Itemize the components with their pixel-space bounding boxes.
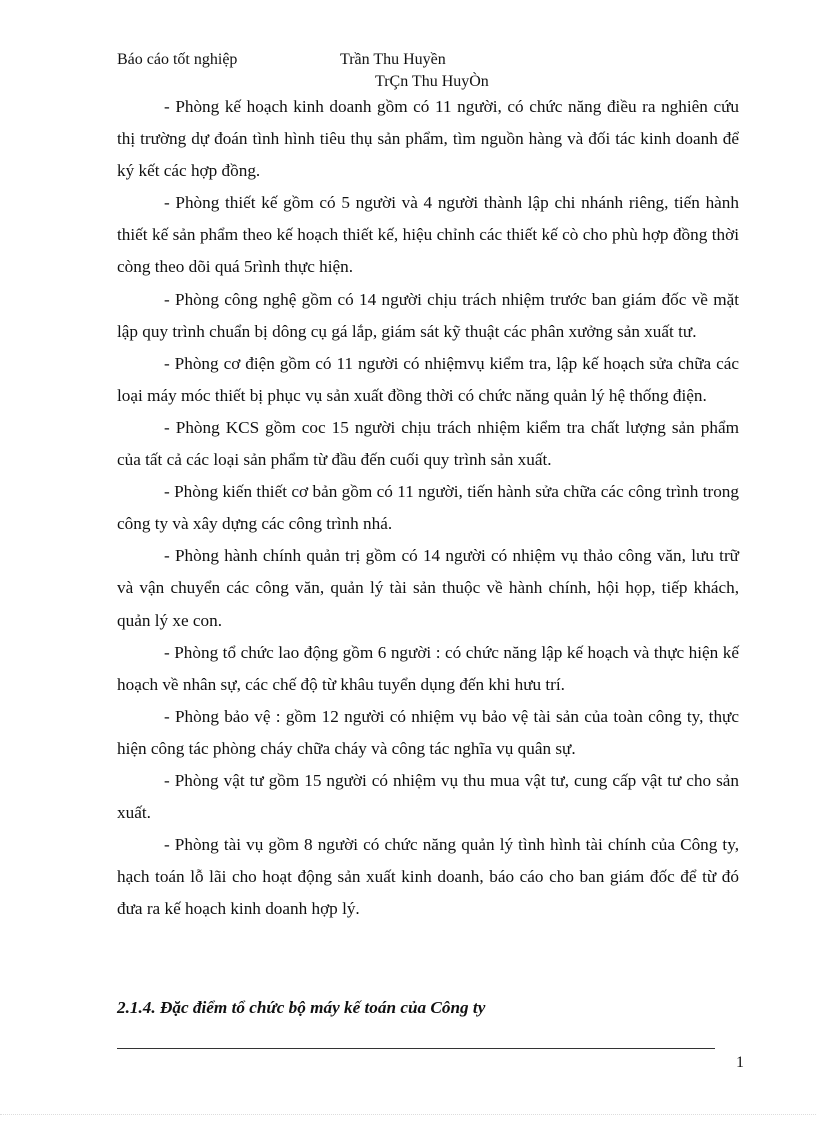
paragraph-technology: - Phòng công nghệ gồm có 14 người chịu trách nhiệm trước ban giám đốc về mặt lập quy trình chuẩn bị dông cụ gá lắp, giám sát kỹ thuật các phân xưởng sản xuất tư.	[117, 289, 739, 341]
author-name-garbled: TrÇn Thu HuyÒn	[375, 73, 489, 90]
paragraph-design: - Phòng thiết kế gồm có 5 người và 4 người thành lập chi nhánh riêng, tiến hành thiết kế sản phẩm theo kế hoạch thiết kế, hiệu chỉnh các thiết kế cò cho phù hợp đồng thời còng theo dõi quá 5rình thực hiện.	[117, 193, 739, 277]
paragraph-finance: - Phòng tài vụ gồm 8 người có chức năng quản lý tình hình tài chính của Công ty, hạch toán lỗ lãi cho hoạt động sản xuất kinh doanh, báo cáo cho ban giám đốc để từ đó đưa ra kế hoạch kinh doanh hợp lý.	[117, 835, 739, 919]
footer-divider	[117, 1048, 715, 1049]
page-number: 1	[736, 1054, 744, 1071]
paragraph-kcs: - Phòng KCS gồm coc 15 người chịu trách nhiệm kiểm tra chất lượng sản phẩm của tất cả các loại sản phẩm từ đầu đến cuối quy trình sản xuất.	[117, 417, 739, 470]
paragraph-security: - Phòng bảo vệ : gồm 12 người có nhiệm vụ bảo vệ tài sản của toàn công ty, thực hiện công tác phòng cháy chữa cháy và công tác nghĩa vụ quân sự.	[117, 706, 739, 758]
section-heading: 2.1.4. Đặc điểm tổ chức bộ máy kế toán của Công ty	[117, 998, 486, 1017]
page-edge-divider	[0, 1114, 816, 1115]
paragraph-construction: - Phòng kiến thiết cơ bản gồm có 11 người, tiến hành sửa chữa các công trình trong công ty và xây dựng các công trình nhá.	[117, 482, 739, 534]
paragraph-electromechanical: - Phòng cơ điện gồm có 11 người có nhiệmvụ kiểm tra, lập kế hoạch sửa chữa các loại máy móc thiết bị phục vụ sản xuất đồng thời có chức năng quản lý hệ thống điện.	[117, 353, 739, 405]
body-text	[117, 91, 739, 925]
paragraph-labor-organization: - Phòng tổ chức lao động gồm 6 người : có chức năng lập kế hoạch và thực hiện kế hoạch về nhân sự, các chế độ từ khâu tuyển dụng đến khi hưu trí.	[117, 642, 739, 694]
paragraph-administration: - Phòng hành chính quản trị gồm có 14 người có nhiệm vụ thảo công văn, lưu trữ và vận chuyển các công văn, quản lý tài sản thuộc về hành chính, hội họp, tiếp khách, quản lý xe con.	[117, 546, 739, 630]
author-name: Trần Thu Huyền	[340, 51, 446, 68]
paragraph-materials: - Phòng vật tư gồm 15 người có nhiệm vụ thu mua vật tư, cung cấp vật tư cho sản xuất.	[117, 770, 739, 823]
paragraph-business-planning: - Phòng kế hoạch kinh doanh gồm có 11 người, có chức năng điều ra nghiên cứu thị trường dự đoán tình hình tiêu thụ sản phẩm, tìm nguồn hàng và đối tác kinh doanh để ký kết các hợp đồng.	[117, 97, 739, 181]
report-title: Báo cáo tốt nghiệp	[117, 51, 238, 68]
